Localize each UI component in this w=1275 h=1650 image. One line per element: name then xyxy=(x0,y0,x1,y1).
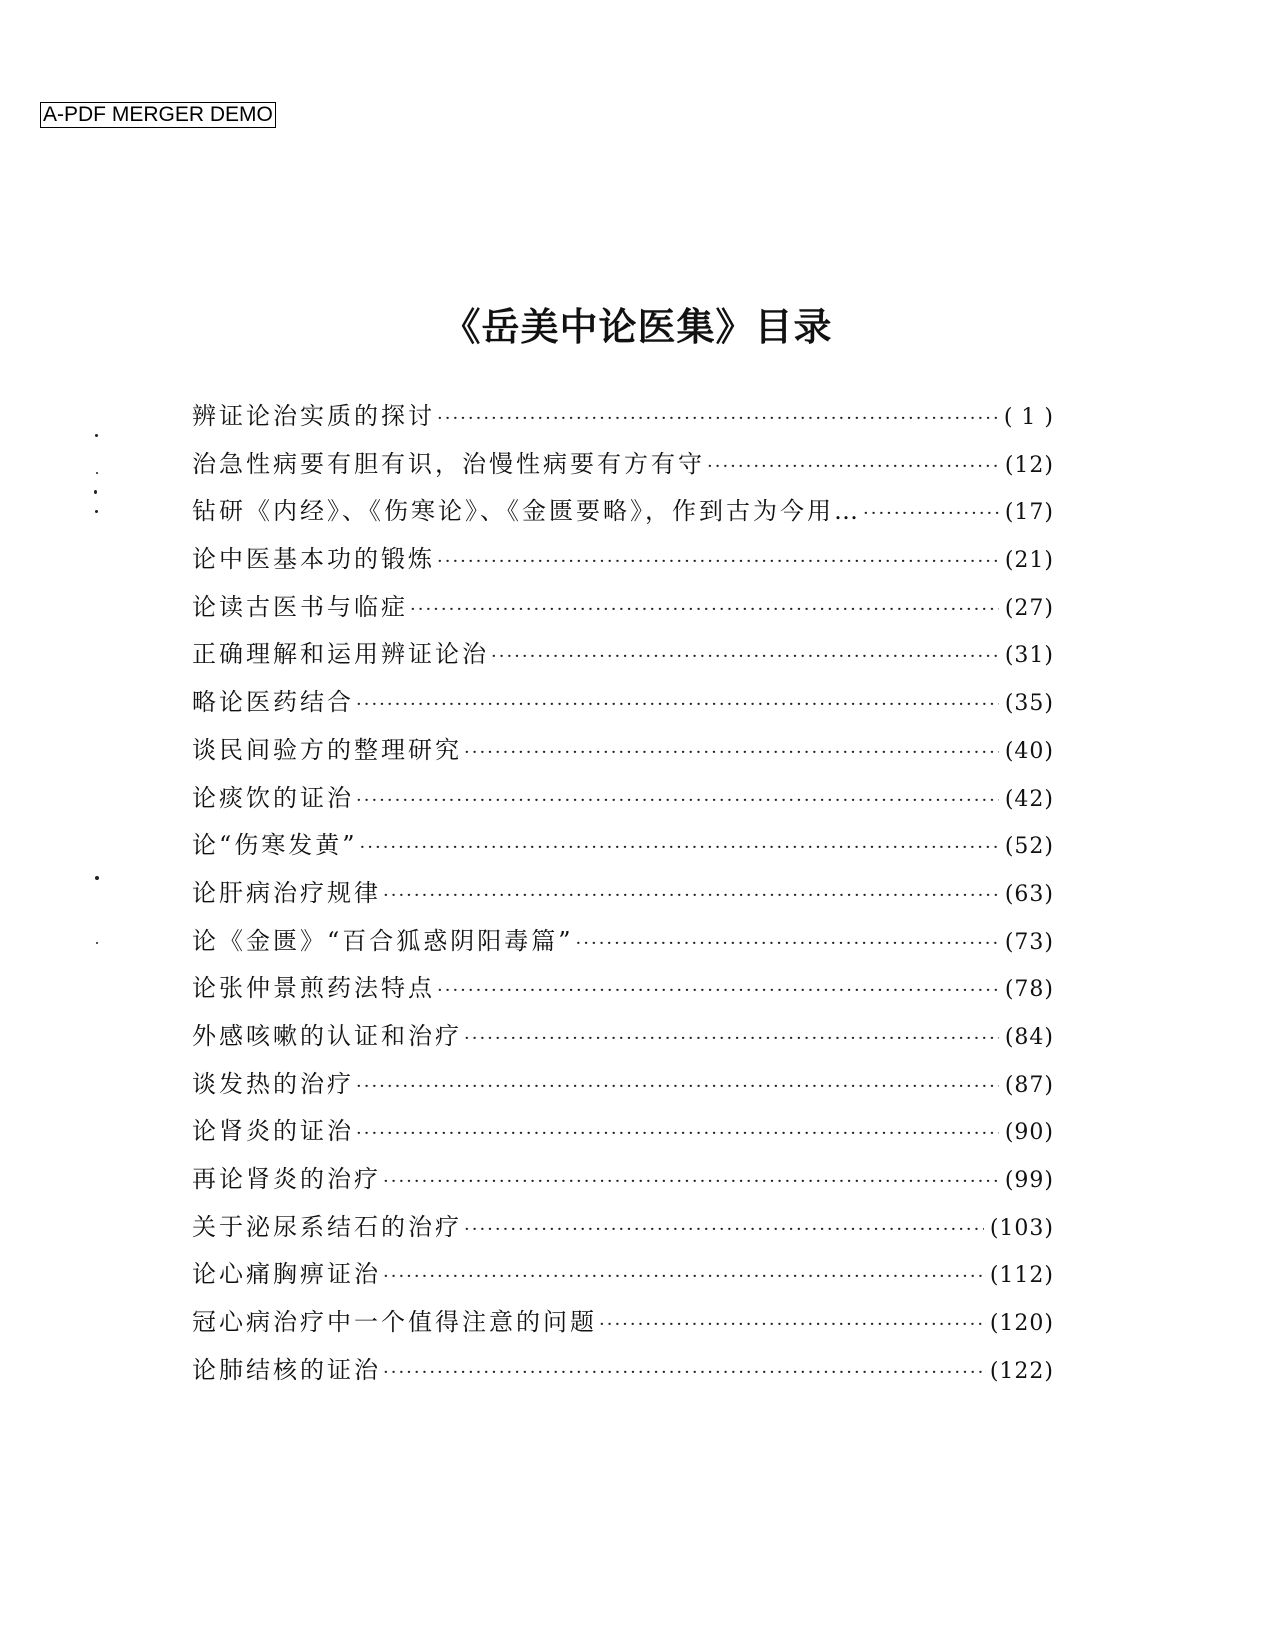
toc-entry-title: 论读古医书与临症 xyxy=(192,592,408,621)
toc-entry xyxy=(192,825,1054,873)
toc-entry xyxy=(192,1302,1054,1350)
toc-entry-title: 钻研《内经》、《伤寒论》、《金匮要略》，作到古为今用… xyxy=(192,497,861,526)
toc-entry xyxy=(192,1207,1054,1255)
toc-entry-page: (63) xyxy=(1004,881,1054,907)
toc-leader-dots xyxy=(410,599,999,620)
toc-entry-title: 正确理解和运用辨证论治 xyxy=(192,640,489,669)
page-title: 《岳美中论医集》目录 xyxy=(442,304,833,349)
toc-entry-page: (122) xyxy=(989,1358,1054,1384)
scan-speck xyxy=(95,876,99,880)
toc-leader-dots xyxy=(356,1123,999,1144)
toc-entry-page: (12) xyxy=(1004,452,1054,478)
watermark-label: A-PDF MERGER DEMO xyxy=(40,102,276,128)
toc-entry-title: 论中医基本功的锻炼 xyxy=(192,545,435,574)
toc-entry-title: 治急性病要有胆有识，治慢性病要有方有守 xyxy=(192,449,705,478)
toc-entry-page: (103) xyxy=(989,1215,1054,1241)
toc-entry xyxy=(192,634,1054,682)
toc-leader-dots xyxy=(437,551,999,572)
toc-entry xyxy=(192,1111,1054,1159)
toc-leader-dots xyxy=(356,1076,999,1097)
toc-entry-page: (17) xyxy=(1004,500,1054,526)
toc-entry-title: 论张仲景煎药法特点 xyxy=(192,974,435,1003)
toc-entry xyxy=(192,444,1054,492)
toc-entry-page: (99) xyxy=(1004,1168,1054,1193)
toc-entry-title: 冠心病治疗中一个值得注意的问题 xyxy=(192,1308,597,1337)
toc-entry xyxy=(192,1064,1054,1112)
toc-entry-title: 谈发热的治疗 xyxy=(192,1069,354,1098)
scan-speck xyxy=(96,942,98,944)
toc-leader-dots xyxy=(437,408,998,429)
toc-entry-page: ( 1 ) xyxy=(1003,405,1054,430)
toc-entry-title: 论“伤寒发黄” xyxy=(192,831,358,860)
toc-entry-page: (73) xyxy=(1004,929,1054,955)
toc-entry-page: (90) xyxy=(1004,1120,1054,1146)
toc-entry-title: 论痰饮的证治 xyxy=(192,783,354,812)
toc-entry-page: (78) xyxy=(1004,977,1054,1003)
toc-leader-dots xyxy=(437,980,999,1001)
scan-speck xyxy=(95,434,98,437)
toc-leader-dots xyxy=(383,1266,984,1287)
toc-entry-title: 论肝病治疗规律 xyxy=(192,878,381,907)
toc-leader-dots xyxy=(464,1219,984,1240)
scan-speck xyxy=(94,490,97,494)
toc-entry xyxy=(192,1350,1054,1398)
toc-leader-dots xyxy=(360,837,999,858)
toc-leader-dots xyxy=(863,503,999,524)
toc-entry-title: 论《金匮》“百合狐惑阴阳毒篇” xyxy=(192,926,574,955)
toc-entry-title: 略论医药结合 xyxy=(192,688,354,717)
toc-leader-dots xyxy=(707,456,999,477)
toc-entry xyxy=(192,873,1054,921)
scan-speck xyxy=(95,510,98,513)
toc-leader-dots xyxy=(383,1171,999,1192)
toc-leader-dots xyxy=(464,1028,999,1049)
toc-entry-title: 外感咳嗽的认证和治疗 xyxy=(192,1021,462,1050)
toc-entry xyxy=(192,539,1054,587)
scan-speck xyxy=(96,472,98,474)
toc-entry-title: 论肺结核的证治 xyxy=(192,1355,381,1384)
toc-entry xyxy=(192,682,1054,730)
toc-entry-page: (52) xyxy=(1004,834,1054,860)
toc-leader-dots xyxy=(383,1362,984,1383)
toc-entry-page: (31) xyxy=(1004,643,1054,669)
toc-entry-page: (84) xyxy=(1004,1024,1054,1050)
toc-entry xyxy=(192,968,1054,1016)
toc-entry xyxy=(192,587,1054,635)
toc-entry-page: (35) xyxy=(1004,691,1054,717)
toc-entry-page: (40) xyxy=(1004,738,1054,764)
toc-entry xyxy=(192,1016,1054,1064)
toc-entry-title: 再论肾炎的治疗 xyxy=(192,1165,381,1193)
toc-entry-page: (27) xyxy=(1004,595,1054,621)
toc-entry-page: (120) xyxy=(989,1311,1054,1337)
toc-entry-page: (87) xyxy=(1004,1072,1054,1098)
toc-entry-title: 谈民间验方的整理研究 xyxy=(192,735,462,764)
toc-entry-page: (42) xyxy=(1004,786,1054,812)
toc-leader-dots xyxy=(356,694,999,715)
toc-entry xyxy=(192,1254,1054,1302)
toc-entry-page: (112) xyxy=(989,1263,1054,1289)
toc-entry xyxy=(192,1159,1054,1207)
toc-leader-dots xyxy=(491,646,999,667)
toc-leader-dots xyxy=(356,790,999,811)
toc-entry-title: 辨证论治实质的探讨 xyxy=(192,402,435,430)
toc-entry xyxy=(192,396,1054,444)
toc-entry xyxy=(192,778,1054,826)
toc-leader-dots xyxy=(576,933,999,954)
toc-entry-page: (21) xyxy=(1004,548,1054,574)
toc-entry xyxy=(192,491,1054,539)
toc-leader-dots xyxy=(599,1314,984,1335)
toc-leader-dots xyxy=(464,742,999,763)
toc-entry xyxy=(192,730,1054,778)
toc-entry-title: 论心痛胸痹证治 xyxy=(192,1260,381,1289)
toc-leader-dots xyxy=(383,885,999,906)
toc-entry-title: 关于泌尿系结石的治疗 xyxy=(192,1212,462,1241)
table-of-contents xyxy=(192,396,1054,1397)
toc-entry xyxy=(192,921,1054,969)
toc-entry-title: 论肾炎的证治 xyxy=(192,1117,354,1146)
